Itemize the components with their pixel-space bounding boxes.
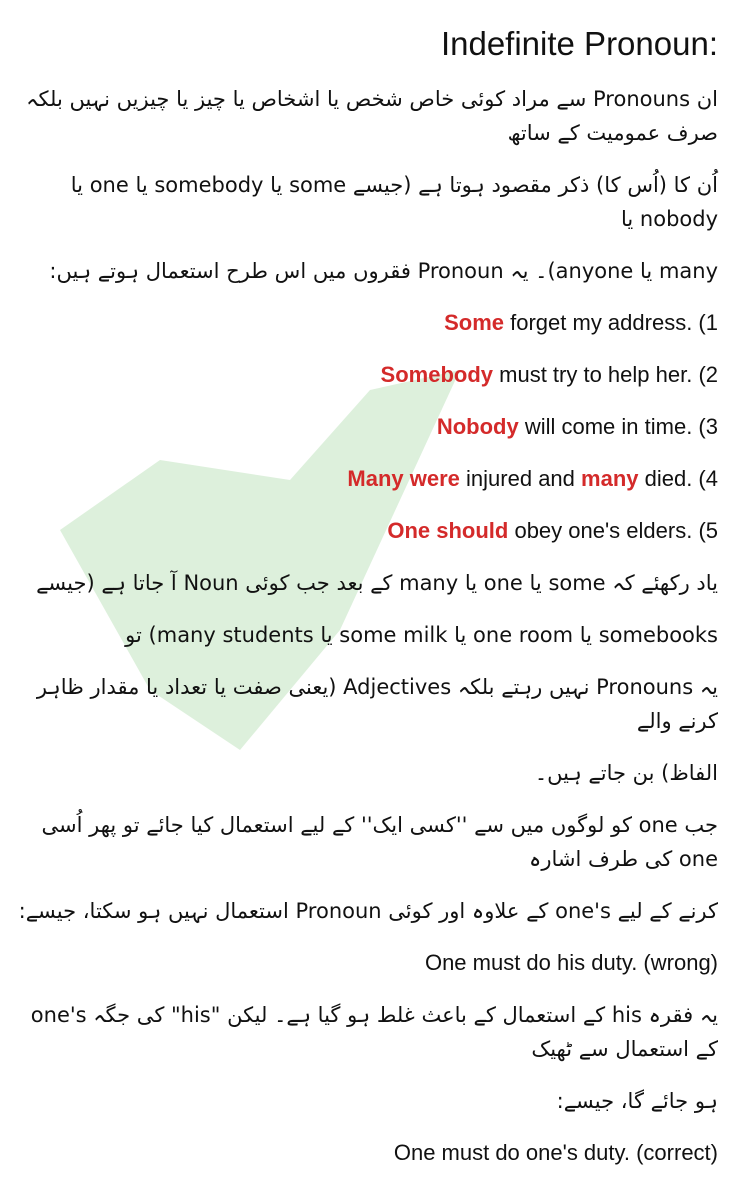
example-text: will come in time. (3	[518, 414, 718, 439]
example-text: must try to help her. (2	[493, 362, 718, 387]
note-line: کرنے کے لیے one's کے علاوہ اور کوئی Pronoun استعمال نہیں ہو سکتا، جیسے:	[18, 899, 718, 923]
example-text: obey one's elders. (5	[508, 518, 718, 543]
example-text: forget my address. (1	[504, 310, 718, 335]
example-highlight: many	[581, 466, 639, 491]
example-highlight: Somebody	[380, 362, 494, 387]
example-highlight: Some	[444, 310, 505, 335]
note-line: جب one کو لوگوں میں سے ''کسی ایک'' کے لیے استعمال کیا جائے تو پھر اُسی one کی طرف اشارہ	[41, 813, 718, 871]
page-title: Indefinite Pronoun:	[440, 25, 718, 62]
example-4	[14, 462, 718, 496]
example-highlight: One should	[387, 518, 509, 543]
note-line: یہ Pronouns نہیں رہتے بلکہ Adjectives (یعنی صفت یا تعداد یا مقدار ظاہر کرنے والے	[36, 675, 718, 733]
example-2	[14, 358, 718, 392]
example-text: injured and	[459, 466, 582, 491]
intro-line: many یا anyone)۔ یہ Pronoun فقروں میں اس طرح استعمال ہوتے ہیں:	[49, 259, 718, 283]
note-line: somebooks یا one room یا some milk یا many students) تو	[125, 623, 718, 647]
wrong-example: One must do his duty. (wrong)	[424, 950, 718, 975]
example-5	[14, 514, 718, 548]
example-highlight: Many were	[347, 466, 460, 491]
intro-line: اُن کا (اُس کا) ذکر مقصود ہوتا ہے (جیسے some یا somebody یا one یا nobody یا	[70, 173, 718, 231]
example-1	[14, 306, 718, 340]
correct-example: One must do one's duty. (correct)	[393, 1140, 718, 1165]
example-text: died. (4	[638, 466, 718, 491]
example-3	[14, 410, 718, 444]
note-line: الفاظ) بن جاتے ہیں۔	[534, 761, 718, 785]
note-line: ہو جائے گا، جیسے:	[556, 1089, 718, 1113]
note-line: یاد رکھئے کہ some یا one یا many کے بعد جب کوئی Noun آ جاتا ہے (جیسے	[36, 571, 718, 595]
note-line: یہ فقرہ his کے استعمال کے باعث غلط ہو گیا ہے۔ لیکن "his" کی جگہ one's کے استعمال سے ٹھیک	[30, 1003, 718, 1061]
intro-line: ان Pronouns سے مراد کوئی خاص شخص یا اشخاص یا چیز یا چیزیں نہیں بلکہ صرف عمومیت کے ساتھ	[26, 87, 718, 145]
example-highlight: Nobody	[436, 414, 519, 439]
